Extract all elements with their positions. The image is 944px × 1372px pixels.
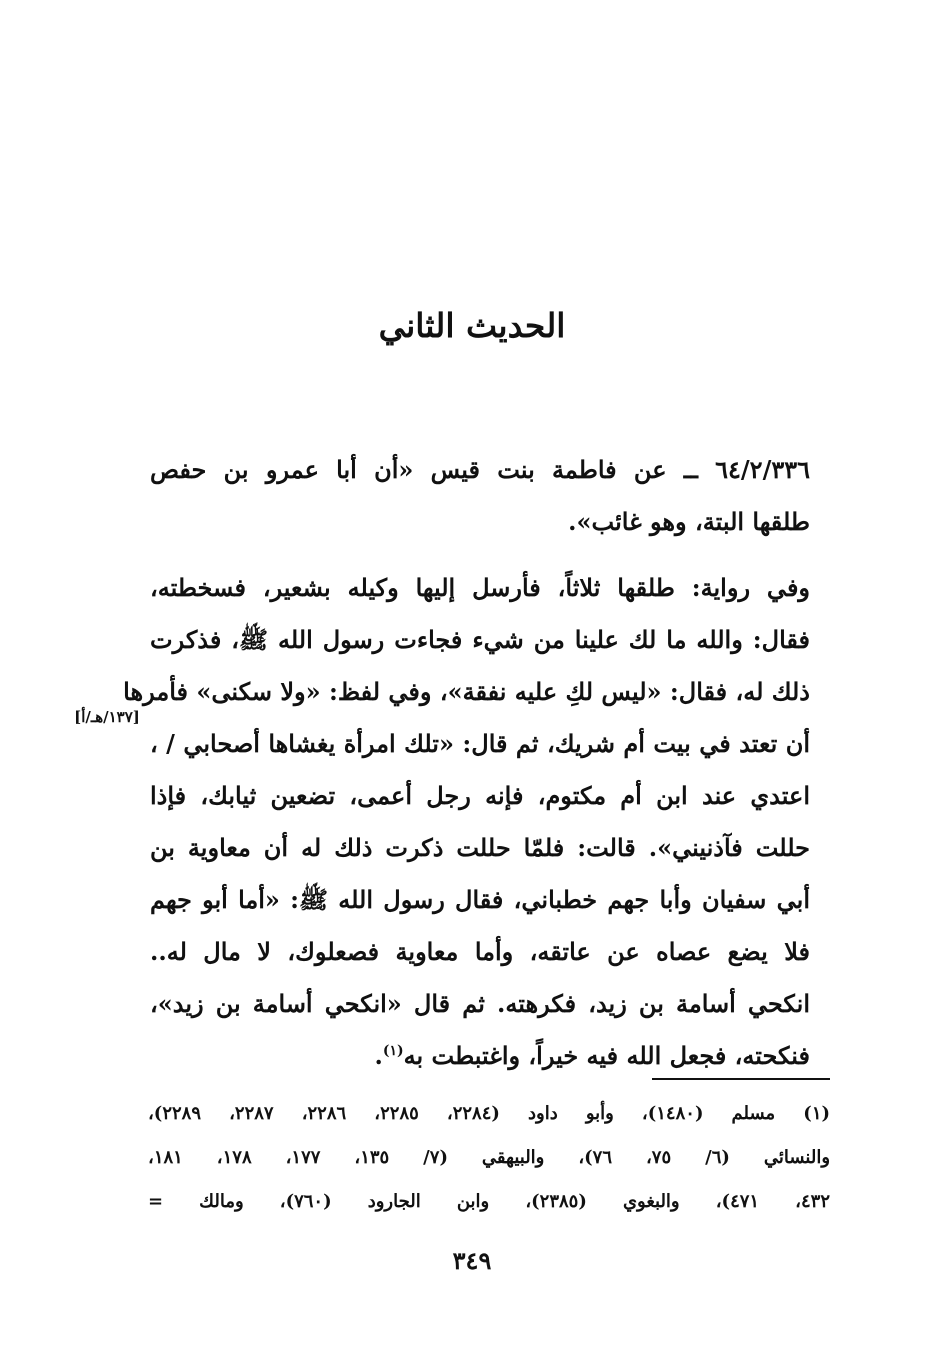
footnote-reference: (١)	[382, 1043, 404, 1059]
text-line: اعتدي عند ابن أم مكتوم، فإنه رجل أعمى، تضعين ثيابك، فإذا	[150, 781, 810, 810]
footnote-line: (١) مسلم (١٤٨٠)، وأبو داود (٢٢٨٤، ٢٢٨٥، ٢٢٨٦، ٢٢٨٧، ٢٢٨٩)،	[148, 1103, 831, 1124]
text-line: فلا يضع عصاه عن عاتقه، وأما معاوية فصعلوك، لا مال له..	[150, 937, 810, 966]
text-line: فقال: والله ما لك علينا من شيء فجاءت رسول الله ﷺ، فذكرت	[150, 625, 810, 654]
text-line: ذلك له، فقال: «ليس لكِ عليه نفقة»، وفي لفظ: «ولا سكنى» فأمرها	[123, 677, 810, 706]
text-line: أبي سفيان وأبا جهم خطباني، فقال رسول الله ﷺ: «أما أبو جهم	[150, 885, 810, 914]
end-period: .	[374, 1041, 383, 1070]
text-line: أن تعتد في بيت أم شريك، ثم قال: «تلك امرأة يغشاها أصحابي / ،	[150, 729, 810, 758]
text-line: ٦٤/٢/٣٣٦ ــ عن فاطمة بنت قيس «أن أبا عمرو بن حفص	[150, 455, 810, 484]
text-line: انكحي أسامة بن زيد، فكرهته. ثم قال «انكحي أسامة بن زيد»،	[150, 989, 810, 1018]
page-number: ٣٤٩	[452, 1246, 492, 1275]
footnotes	[148, 1092, 830, 1224]
text-line: وفي رواية: طلقها ثلاثاً، فأرسل إليها وكيله بشعير، فسخطته،	[150, 573, 810, 602]
footnote-line: ٤٣٢، ٤٧١)، والبغوي (٢٣٨٥)، وابن الجارود (٧٦٠)، ومالك =	[148, 1191, 831, 1212]
manuscript-margin-note: [١٣٧/هـ/أ]	[74, 708, 140, 726]
text-line-final	[150, 1030, 810, 1082]
text-line: طلقها البتة، وهو غائب».	[568, 507, 810, 536]
text-line: حللت فآذنيني». قالت: فلمّا حللت ذكرت ذلك له أن معاوية بن	[150, 833, 810, 862]
hadith-paragraph-2	[123, 562, 810, 1082]
text-line-content: فنكحته، فجعل الله فيه خيراً، واغتبطت به	[403, 1041, 810, 1070]
footnote-line: والنسائي (٦/ ٧٥، ٧٦)، والبيهقي (٧/ ١٣٥، ١٧٧، ١٧٨، ١٨١،	[148, 1147, 831, 1168]
section-title: الحديث الثاني	[378, 306, 566, 345]
hadith-paragraph-1	[150, 444, 810, 548]
footnote-divider	[652, 1078, 830, 1080]
